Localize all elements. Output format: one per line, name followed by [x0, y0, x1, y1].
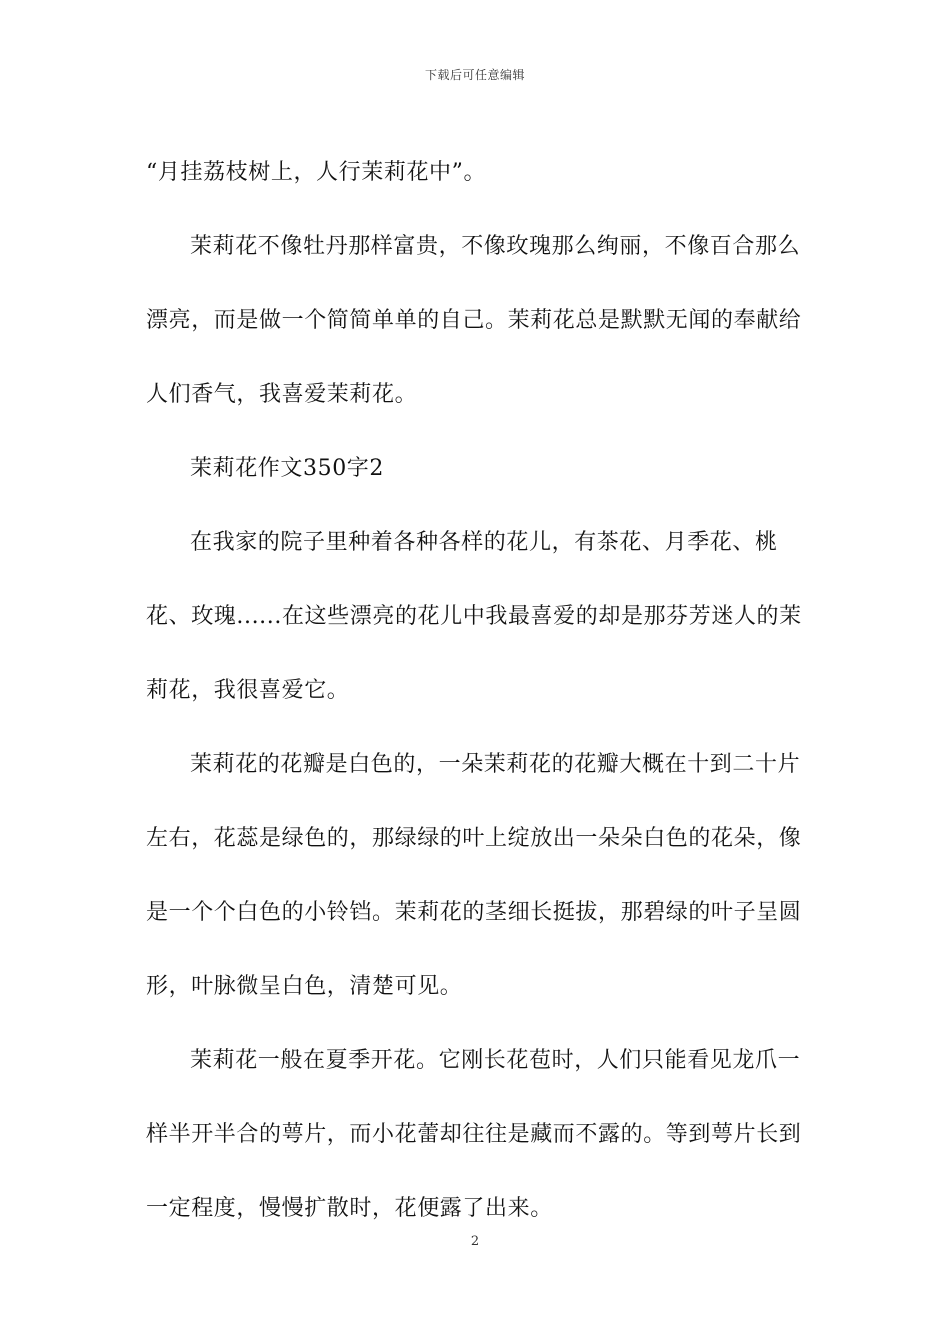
- paragraph-garden: 在我家的院子里种着各种各样的花儿，有茶花、月季花、桃花、玫瑰......在这些漂亮的花儿中我最喜爱的却是那芬芳迷人的茉莉花，我很喜爱它。: [146, 530, 802, 703]
- page-number: 2: [470, 1234, 480, 1249]
- paragraph-quote: “月挂荔枝树上，人行茉莉花中”。: [146, 160, 487, 185]
- paragraph-blooming: 茉莉花一般在夏季开花。它刚长花苞时，人们只能看见龙爪一样半开半合的萼片，而小花蕾却往往是藏而不露的。等到萼片长到一定程度，慢慢扩散时，花便露了出来。: [146, 1048, 802, 1221]
- paragraph-jasmine-comparison: 茉莉花不像牡丹那样富贵，不像玫瑰那么绚丽，不像百合那么漂亮，而是做一个简简单单的自己。茉莉花总是默默无闻的奉献给人们香气，我喜爱茉莉花。: [146, 234, 802, 407]
- paragraph-petals: 茉莉花的花瓣是白色的，一朵茉莉花的花瓣大概在十到二十片左右，花蕊是绿色的，那绿绿的叶上绽放出一朵朵白色的花朵，像是一个个白色的小铃铛。茉莉花的茎细长挺拔，那碧绿的叶子呈圆形，叶脉微呈白色，清楚可见。: [146, 752, 802, 999]
- page-header-note: 下载后可任意编辑: [424, 68, 525, 82]
- document-body: [146, 136, 818, 1246]
- section-heading: 茉莉花作文350字2: [190, 456, 384, 481]
